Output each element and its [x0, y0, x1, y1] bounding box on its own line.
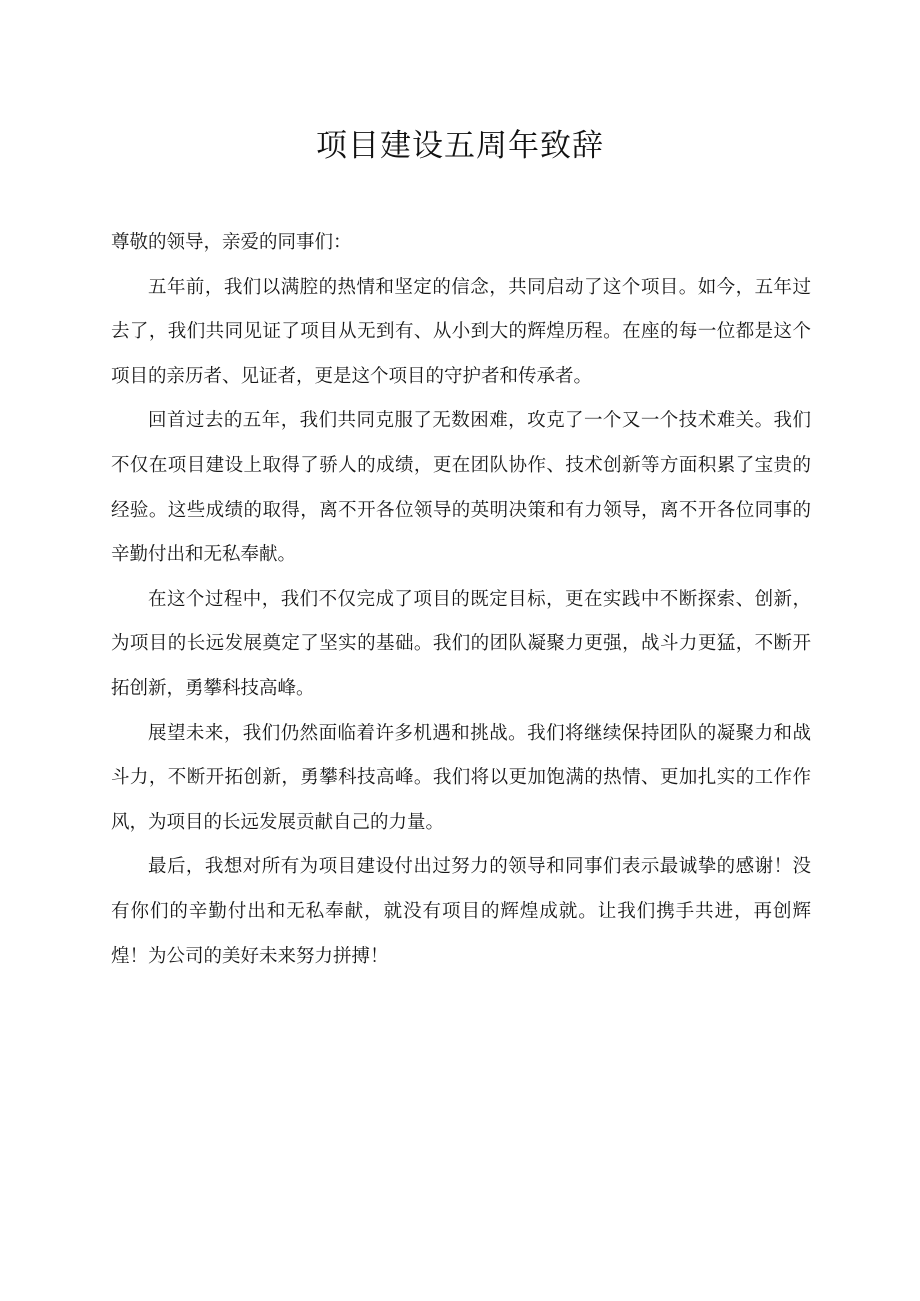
- salutation: 尊敬的领导，亲爱的同事们：: [111, 232, 352, 253]
- paragraph: 回首过去的五年，我们共同克服了无数困难，攻克了一个又一个技术难关。我们不仅在项目建设上取得了骄人的成绩，更在团队协作、技术创新等方面积累了宝贵的经验。这些成绩的取得，离不开各位领导的英明决策和有力领导，离不开各位同事的辛勤付出和无私奉献。: [111, 410, 811, 566]
- paragraph: 展望未来，我们仍然面临着许多机遇和挑战。我们将继续保持团队的凝聚力和战斗力，不断开拓创新，勇攀科技高峰。我们将以更加饱满的热情、更加扎实的工作作风，为项目的长远发展贡献自己的力量。: [111, 722, 811, 833]
- document-title: 项目建设五周年致辞: [316, 128, 604, 164]
- document-body: [111, 221, 811, 979]
- paragraph: 最后，我想对所有为项目建设付出过努力的领导和同事们表示最诚挚的感谢！没有你们的辛勤付出和无私奉献，就没有项目的辉煌成就。让我们携手共进，再创辉煌！为公司的美好未来努力拼搏！: [111, 856, 811, 967]
- paragraph: 五年前，我们以满腔的热情和坚定的信念，共同启动了这个项目。如今，五年过去了，我们共同见证了项目从无到有、从小到大的辉煌历程。在座的每一位都是这个项目的亲历者、见证者，更是这个项目的守护者和传承者。: [111, 276, 811, 387]
- paragraph: 在这个过程中，我们不仅完成了项目的既定目标，更在实践中不断探索、创新，为项目的长远发展奠定了坚实的基础。我们的团队凝聚力更强，战斗力更猛，不断开拓创新，勇攀科技高峰。: [111, 588, 811, 699]
